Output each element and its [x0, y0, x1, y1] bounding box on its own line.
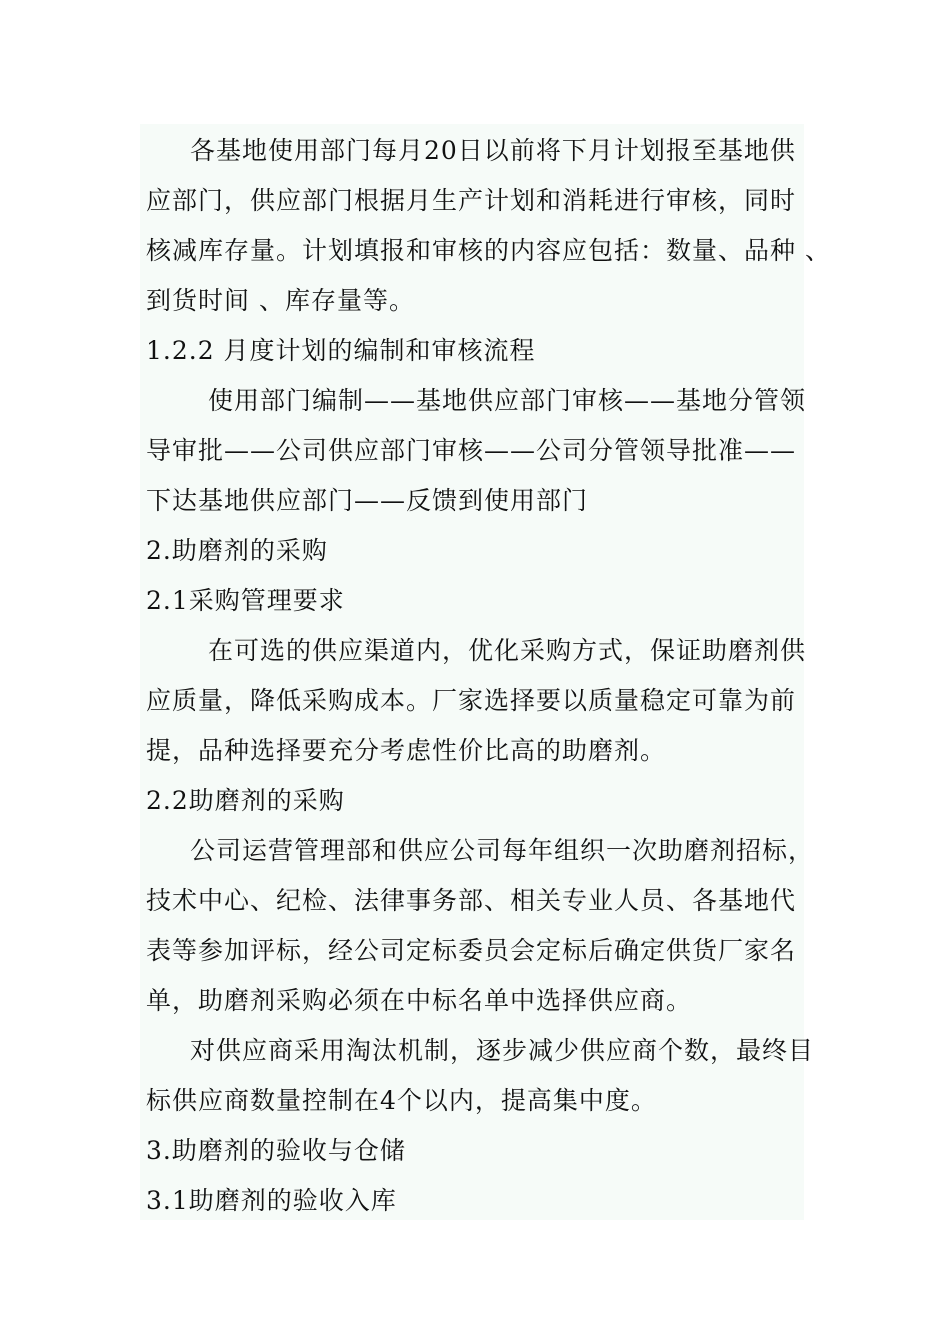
paragraph-line: 各基地使用部门每月20日以前将下月计划报至基地供: [190, 136, 796, 165]
paragraph-line: 标供应商数量控制在4个以内，提高集中度。: [146, 1086, 657, 1115]
paragraph-line: 下达基地供应部门——反馈到使用部门: [146, 486, 589, 515]
paragraph-line: 导审批——公司供应部门审核——公司分管领导批准——: [146, 436, 797, 465]
section-heading: 2.2助磨剂的采购: [146, 786, 345, 815]
section-heading: 2.1采购管理要求: [146, 586, 345, 615]
paragraph-line: 单，助磨剂采购必须在中标名单中选择供应商。: [146, 986, 693, 1015]
paragraph-line: 表等参加评标，经公司定标委员会定标后确定供货厂家名: [146, 936, 797, 965]
paragraph-line: 使用部门编制——基地供应部门审核——基地分管领: [208, 386, 807, 415]
paragraph-line: 公司运营管理部和供应公司每年组织一次助磨剂招标，: [190, 836, 815, 865]
section-heading: 1.2.2 月度计划的编制和审核流程: [146, 336, 536, 365]
section-heading: 2.助磨剂的采购: [146, 536, 328, 565]
section-heading: 3.助磨剂的验收与仓储: [146, 1136, 406, 1165]
paragraph-line: 技术中心、纪检、法律事务部、相关专业人员、各基地代: [146, 886, 797, 915]
paragraph-line: 应部门，供应部门根据月生产计划和消耗进行审核，同时: [146, 186, 797, 215]
paragraph-line: 应质量，降低采购成本。厂家选择要以质量稳定可靠为前: [146, 686, 797, 715]
paragraph-line: 对供应商采用淘汰机制，逐步减少供应商个数，最终目: [190, 1036, 815, 1065]
paragraph-line: 在可选的供应渠道内，优化采购方式，保证助磨剂供: [208, 636, 807, 665]
paragraph-line: 提，品种选择要充分考虑性价比高的助磨剂。: [146, 736, 667, 765]
paragraph-line: 核减库存量。计划填报和审核的内容应包括：数量、品种 、: [146, 236, 831, 265]
section-heading: 3.1助磨剂的验收入库: [146, 1186, 397, 1215]
paragraph-line: 到货时间 、库存量等。: [146, 286, 415, 315]
